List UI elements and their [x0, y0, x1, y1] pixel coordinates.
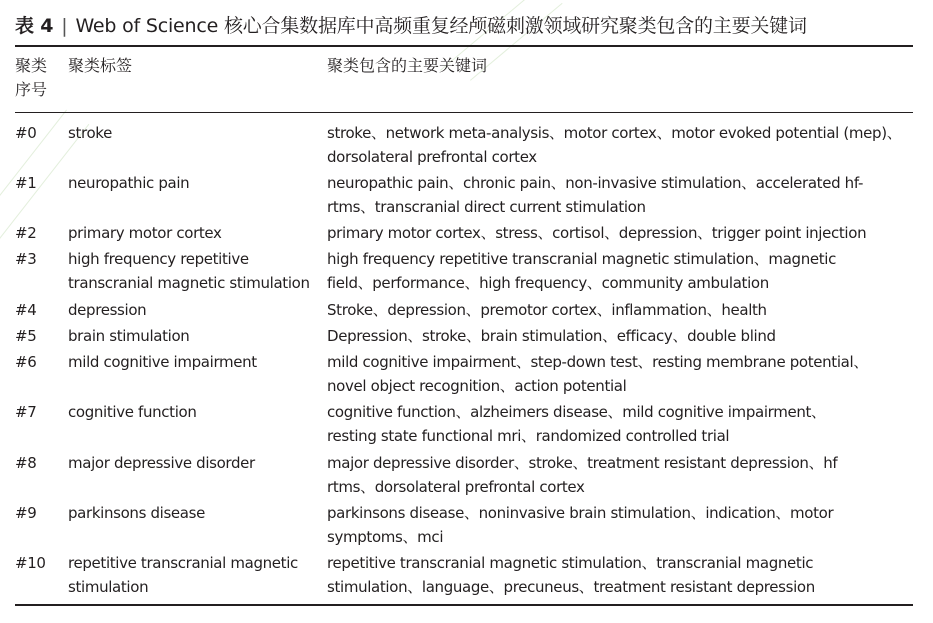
row-1-label-line: neuropathic pain — [68, 174, 190, 192]
row-10-label-line: repetitive transcranial magnetic — [68, 554, 298, 572]
row-5-keywords-line: Depression、stroke、brain stimulation、efficacy、double blind — [327, 327, 776, 345]
row-8-label — [68, 451, 255, 475]
row-6-keywords-line: mild cognitive impairment、step-down test、resting membrane potential、 — [327, 353, 868, 371]
row-6-keywords — [327, 350, 868, 398]
row-7-keywords — [327, 400, 826, 448]
row-5-number: #5 — [15, 327, 37, 345]
table-bottom-rule — [15, 604, 913, 606]
header-cluster-number — [15, 54, 47, 102]
row-7-label — [68, 400, 197, 424]
row-3-keywords-line: high frequency repetitive transcranial magnetic stimulation、magnetic — [327, 250, 836, 268]
row-0-label — [68, 121, 112, 145]
header-cluster-label: 聚类标签 — [68, 56, 133, 75]
row-9-label — [68, 501, 205, 525]
row-2-keywords-line: primary motor cortex、stress、cortisol、depression、trigger point injection — [327, 224, 867, 242]
row-4-keywords-line: Stroke、depression、premotor cortex、inflammation、health — [327, 301, 767, 319]
row-7-keywords-line: cognitive function、alzheimers disease、mild cognitive impairment、 — [327, 403, 826, 421]
row-1-keywords — [327, 171, 863, 219]
row-9-keywords — [327, 501, 833, 549]
row-7-label-line: cognitive function — [68, 403, 197, 421]
row-3-label-line: transcranial magnetic stimulation — [68, 274, 310, 292]
row-4-keywords — [327, 298, 767, 322]
row-8-label-line: major depressive disorder — [68, 454, 255, 472]
row-6-label-line: mild cognitive impairment — [68, 353, 257, 371]
row-9-number: #9 — [15, 504, 37, 522]
row-3-label — [68, 247, 310, 295]
title-separator: | — [61, 15, 68, 37]
row-8-number: #8 — [15, 454, 37, 472]
row-9-label-line: parkinsons disease — [68, 504, 205, 522]
row-8-keywords-line: major depressive disorder、stroke、treatment resistant depression、hf — [327, 454, 838, 472]
row-7-keywords-line: resting state functional mri、randomized controlled trial — [327, 427, 730, 445]
row-3-keywords-line: field、performance、high frequency、community ambulation — [327, 274, 769, 292]
header-cluster-number-line1: 聚类 — [15, 56, 48, 75]
row-5-keywords — [327, 324, 776, 348]
row-3-number: #3 — [15, 250, 37, 268]
row-0-label-line: stroke — [68, 124, 112, 142]
row-10-keywords-line: repetitive transcranial magnetic stimulation、transcranial magnetic — [327, 554, 814, 572]
table-caption: Web of Science 核心合集数据库中高频重复经颅磁刺激领域研究聚类包含的主要关键词 — [75, 15, 807, 37]
row-9-keywords-line: parkinsons disease、noninvasive brain stimulation、indication、motor — [327, 504, 834, 522]
row-6-label — [68, 350, 257, 374]
row-4-number: #4 — [15, 301, 37, 319]
row-0-keywords-line: dorsolateral prefrontal cortex — [327, 148, 537, 166]
row-2-label — [68, 221, 222, 245]
table-top-rule — [15, 45, 913, 47]
row-10-keywords-line: stimulation、language、precuneus、treatment resistant depression — [327, 578, 815, 596]
row-6-number: #6 — [15, 353, 37, 371]
row-0-keywords-line: stroke、network meta-analysis、motor cortex、motor evoked potential (mep)、 — [327, 124, 902, 142]
row-1-label — [68, 171, 189, 195]
row-1-number: #1 — [15, 174, 37, 192]
row-6-keywords-line: novel object recognition、action potential — [327, 377, 627, 395]
row-0-keywords — [327, 121, 901, 169]
table-title — [15, 12, 807, 40]
row-2-keywords — [327, 221, 866, 245]
row-0-number: #0 — [15, 124, 37, 142]
table-number: 表 4 — [15, 15, 54, 37]
row-5-label-line: brain stimulation — [68, 327, 190, 345]
row-9-keywords-line: symptoms、mci — [327, 528, 444, 546]
row-10-number: #10 — [15, 554, 46, 572]
row-4-label-line: depression — [68, 301, 147, 319]
row-8-keywords-line: rtms、dorsolateral prefrontal cortex — [327, 478, 585, 496]
header-cluster-number-line2: 序号 — [15, 80, 48, 99]
row-3-keywords — [327, 247, 836, 295]
row-1-keywords-line: rtms、transcranial direct current stimulation — [327, 198, 646, 216]
row-7-number: #7 — [15, 403, 37, 421]
row-10-label — [68, 551, 298, 599]
row-10-label-line: stimulation — [68, 578, 149, 596]
row-2-number: #2 — [15, 224, 37, 242]
row-4-label — [68, 298, 146, 322]
row-2-label-line: primary motor cortex — [68, 224, 222, 242]
table-header-rule — [15, 112, 913, 113]
row-10-keywords — [327, 551, 815, 599]
row-3-label-line: high frequency repetitive — [68, 250, 249, 268]
header-cluster-keywords: 聚类包含的主要关键词 — [327, 56, 488, 75]
row-5-label — [68, 324, 189, 348]
row-1-keywords-line: neuropathic pain、chronic pain、non-invasive stimulation、accelerated hf- — [327, 174, 864, 192]
row-8-keywords — [327, 451, 837, 499]
